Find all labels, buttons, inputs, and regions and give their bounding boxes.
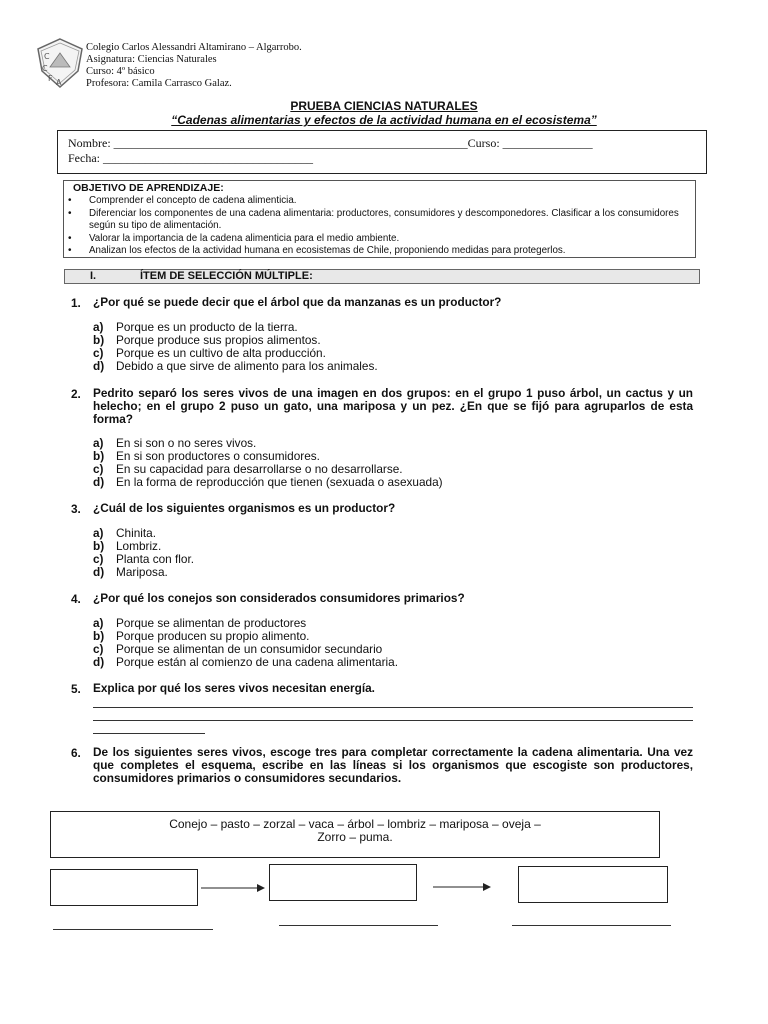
exam-subtitle: “Cadenas alimentarias y efectos de la actividad humana en el ecosistema” bbox=[171, 113, 597, 127]
subject-line: Asignatura: Ciencias Naturales bbox=[86, 54, 217, 65]
section-label: ÍTEM DE SELECCIÓN MÚLTIPLE: bbox=[140, 270, 313, 282]
food-chain-box-3[interactable] bbox=[518, 866, 668, 903]
arrow-right-icon bbox=[432, 880, 492, 894]
option-letter: c) bbox=[93, 642, 104, 656]
option-letter: b) bbox=[93, 629, 105, 643]
food-chain-box-1[interactable] bbox=[50, 869, 198, 906]
option-text: Lombriz. bbox=[116, 539, 162, 553]
option-letter: a) bbox=[93, 320, 104, 334]
question-number: 5. bbox=[71, 682, 81, 696]
option-text: Porque es un producto de la tierra. bbox=[116, 320, 298, 334]
answer-line[interactable] bbox=[93, 733, 205, 734]
question-text: Explica por qué los seres vivos necesitan energía. bbox=[93, 681, 375, 695]
answer-line[interactable] bbox=[93, 720, 693, 721]
option-text: Debido a que sirve de alimento para los animales. bbox=[116, 359, 378, 373]
option-text: Chinita. bbox=[116, 526, 156, 540]
student-info-box bbox=[57, 130, 707, 174]
answer-line[interactable] bbox=[93, 707, 693, 708]
name-course-field[interactable]: Nombre: ___________________________________________________________Curso: _______________ bbox=[68, 136, 593, 150]
objectives-box bbox=[63, 180, 696, 258]
question-text: De los siguientes seres vivos, escoge tres para completar correctamente la cadena alimentaria. Una vez que completes el esquema, escribe en las líneas si los organismos que escogiste son productores, consumidores primarios o consumidores secundarios. bbox=[93, 745, 693, 785]
option-letter: d) bbox=[93, 475, 105, 489]
arrow-right-icon bbox=[200, 881, 266, 895]
question-text: ¿Por qué los conejos son considerados consumidores primarios? bbox=[93, 591, 465, 605]
question-text: Pedrito separó los seres vivos de una imagen en dos grupos: en el grupo 1 puso árbol, un cactus y un helecho; en el grupo 2 puso un gato, una mariposa y un pez. ¿En que se fijó para agruparlos de esta forma? bbox=[93, 386, 693, 426]
exam-title: PRUEBA CIENCIAS NATURALES bbox=[290, 99, 478, 113]
course-line: Curso: 4º básico bbox=[86, 66, 155, 77]
date-field[interactable]: Fecha: ___________________________________ bbox=[68, 151, 313, 165]
logo-letter: F bbox=[48, 74, 53, 83]
option-text: Porque se alimentan de un consumidor secundario bbox=[116, 642, 383, 656]
option-letter: a) bbox=[93, 526, 104, 540]
option-letter: b) bbox=[93, 333, 105, 347]
option-letter: c) bbox=[93, 346, 104, 360]
classification-line-2[interactable] bbox=[279, 925, 438, 926]
classification-line-3[interactable] bbox=[512, 925, 671, 926]
school-name: Colegio Carlos Alessandri Altamirano – Algarrobo. bbox=[86, 42, 302, 53]
objective-item: • Comprender el concepto de cadena alimenticia. bbox=[64, 195, 694, 208]
option-letter: c) bbox=[93, 462, 104, 476]
option-letter: d) bbox=[93, 655, 105, 669]
answer-option[interactable] bbox=[93, 360, 378, 373]
option-text: En la forma de reproducción que tienen (sexuada o asexuada) bbox=[116, 475, 443, 489]
objective-item: • Analizan los efectos de la actividad humana en ecosistemas de Chile, proponiendo medidas para protegerlos. bbox=[64, 245, 694, 258]
option-text: En su capacidad para desarrollarse o no desarrollarse. bbox=[116, 462, 403, 476]
option-text: Porque se alimentan de productores bbox=[116, 616, 307, 630]
section-header bbox=[64, 269, 700, 284]
logo-letter: C bbox=[42, 64, 48, 73]
option-letter: d) bbox=[93, 565, 105, 579]
school-logo bbox=[34, 37, 86, 89]
question-number: 3. bbox=[71, 502, 81, 516]
option-text: En si son productores o consumidores. bbox=[116, 449, 320, 463]
logo-letter: A bbox=[56, 78, 62, 87]
objective-item: • Valorar la importancia de la cadena alimenticia para el medio ambiente. bbox=[64, 233, 694, 246]
question-text: ¿Por qué se puede decir que el árbol que da manzanas es un productor? bbox=[93, 295, 502, 309]
question-number: 2. bbox=[71, 387, 81, 401]
page-title bbox=[0, 99, 768, 127]
teacher-line: Profesora: Camila Carrasco Galaz. bbox=[86, 78, 232, 89]
option-text: Porque produce sus propios alimentos. bbox=[116, 333, 321, 347]
school-crest-icon bbox=[34, 37, 86, 89]
option-text: Porque están al comienzo de una cadena alimentaria. bbox=[116, 655, 398, 669]
option-text: Mariposa. bbox=[116, 565, 168, 579]
answer-option[interactable] bbox=[93, 656, 398, 669]
food-chain-box-2[interactable] bbox=[269, 864, 417, 901]
option-letter: b) bbox=[93, 539, 105, 553]
option-text: Porque es un cultivo de alta producción. bbox=[116, 346, 326, 360]
option-letter: d) bbox=[93, 359, 105, 373]
option-letter: b) bbox=[93, 449, 105, 463]
question-number: 4. bbox=[71, 592, 81, 606]
option-letter: c) bbox=[93, 552, 104, 566]
answer-option[interactable] bbox=[93, 566, 168, 579]
logo-letter: C bbox=[44, 52, 50, 61]
classification-line-1[interactable] bbox=[53, 929, 213, 930]
objectives-heading: OBJETIVO DE APRENDIZAJE: bbox=[73, 182, 224, 194]
question-number: 1. bbox=[71, 296, 81, 310]
section-number: I. bbox=[90, 270, 97, 282]
word-bank-line: Conejo – pasto – zorzal – vaca – árbol – lombriz – mariposa – oveja – bbox=[169, 817, 541, 831]
question-number: 6. bbox=[71, 746, 81, 760]
objectives-list bbox=[64, 195, 694, 258]
word-bank-line: Zorro – puma. bbox=[317, 830, 393, 844]
option-letter: a) bbox=[93, 616, 104, 630]
answer-option[interactable] bbox=[93, 476, 443, 489]
word-bank-box bbox=[50, 811, 660, 858]
question-text: ¿Cuál de los siguientes organismos es un productor? bbox=[93, 501, 396, 515]
option-letter: a) bbox=[93, 436, 104, 450]
option-text: En si son o no seres vivos. bbox=[116, 436, 257, 450]
objective-item: • Diferenciar los componentes de una cadena alimentaria: productores, consumidores y descomponedores. Clasificar a los consumidores según su tipo de alimentación. bbox=[64, 208, 694, 233]
option-text: Planta con flor. bbox=[116, 552, 195, 566]
school-header bbox=[86, 42, 302, 90]
option-text: Porque producen su propio alimento. bbox=[116, 629, 310, 643]
